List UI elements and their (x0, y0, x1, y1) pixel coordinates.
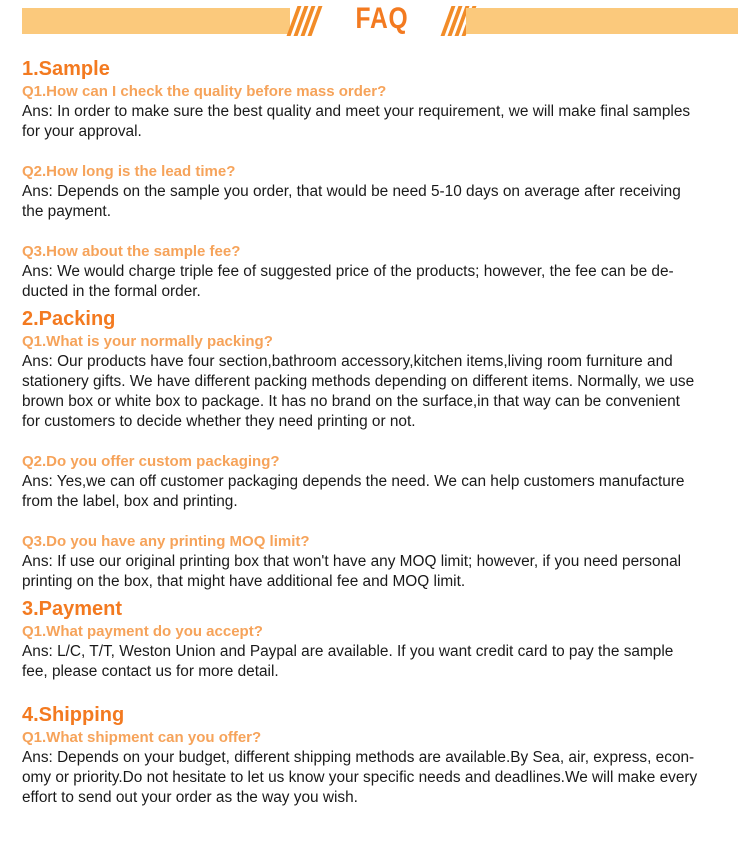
qa-item (22, 242, 732, 302)
answer: Ans: L/C, T/T, Weston Union and Paypal are available. If you want credit card to pay the sample fee, please contact us for more detail. (22, 643, 674, 680)
question: Q3.How about the sample fee? (22, 243, 241, 260)
section-packing (22, 306, 732, 592)
question: Q2.Do you offer custom packaging? (22, 453, 280, 470)
qa-item (22, 622, 732, 682)
section-shipping (22, 702, 732, 808)
faq-content (22, 56, 732, 808)
question: Q1.What payment do you accept? (22, 623, 263, 640)
section-payment (22, 596, 732, 682)
qa-item (22, 532, 732, 592)
qa-item (22, 82, 732, 142)
qa-item (22, 728, 732, 808)
faq-title: FAQ (355, 2, 409, 35)
section-title: 1.Sample (22, 58, 110, 80)
answer: Ans: Our products have four section,bathroom accessory,kitchen items,living room furniture and stationery gifts. We have different packing methods depending on different items. Normally, we use brown box or white box to package. It has no brand on the surface,in that way can be convenient for customers to decide whether they need printing or not. (22, 353, 695, 430)
qa-item (22, 332, 732, 432)
question: Q1.What is your normally packing? (22, 333, 273, 350)
section-title: 3.Payment (22, 598, 123, 620)
answer: Ans: We would charge triple fee of suggested price of the products; however, the fee can be de- ducted in the formal order. (22, 263, 674, 300)
question: Q3.Do you have any printing MOQ limit? (22, 533, 310, 550)
banner-bar-right (466, 8, 738, 34)
section-sample (22, 56, 732, 302)
section-title: 4.Shipping (22, 704, 125, 726)
answer: Ans: In order to make sure the best quality and meet your requirement, we will make final samples for your approval. (22, 103, 691, 140)
question: Q1.How can I check the quality before mass order? (22, 83, 387, 100)
question: Q1.What shipment can you offer? (22, 729, 262, 746)
qa-item (22, 162, 732, 222)
faq-banner (0, 0, 750, 44)
answer: Ans: If use our original printing box that won't have any MOQ limit; however, if you need personal printing on the box, that might have additional fee and MOQ limit. (22, 553, 682, 590)
answer: Ans: Yes,we can off customer packaging depends the need. We can help customers manufacture from the label, box and printing. (22, 473, 685, 510)
section-title: 2.Packing (22, 308, 116, 330)
question: Q2.How long is the lead time? (22, 163, 236, 180)
banner-stripes-left (290, 6, 324, 36)
banner-bar-left (22, 8, 290, 34)
answer: Ans: Depends on the sample you order, that would be need 5-10 days on average after receiving the payment. (22, 183, 681, 220)
qa-item (22, 452, 732, 512)
answer: Ans: Depends on your budget, different shipping methods are available.By Sea, air, express, econ- omy or priority.Do not hesitate to let us know your specific needs and deadlines.We will make every effort to send out your order as the way you wish. (22, 749, 698, 806)
